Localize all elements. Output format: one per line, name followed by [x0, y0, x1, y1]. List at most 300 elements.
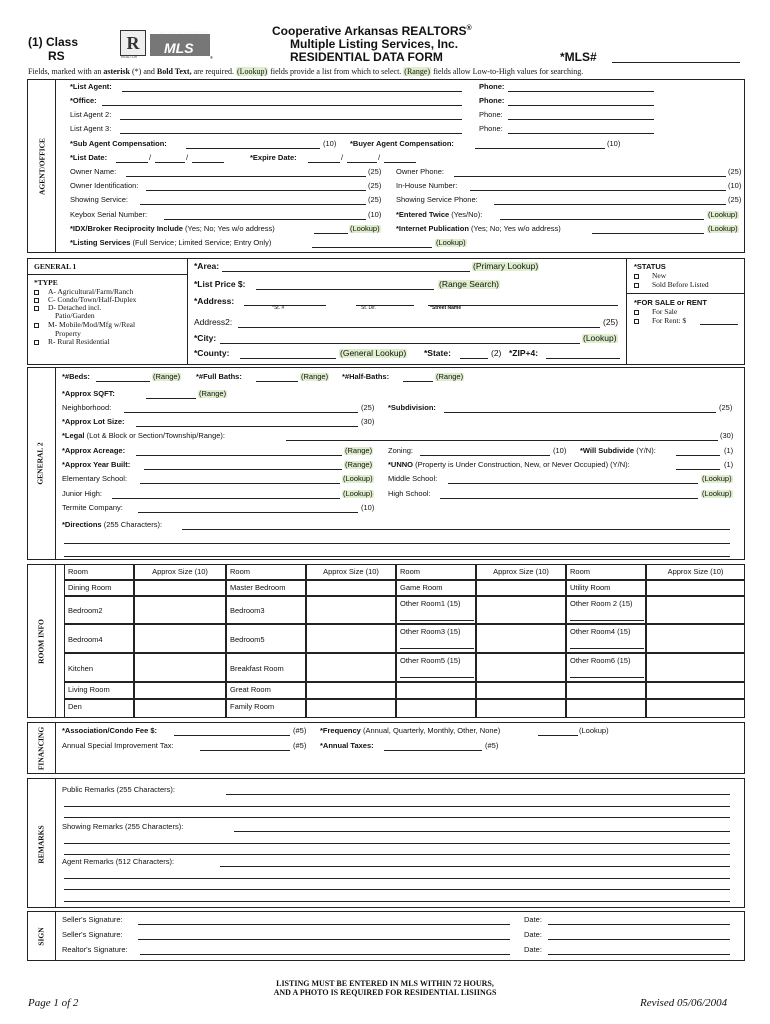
size-header-label: Approx Size (10): [493, 567, 549, 576]
list-agent-phone-field[interactable]: [508, 91, 654, 92]
for-sale-label: *FOR SALE or RENT: [634, 298, 707, 307]
room-header-label: Room: [570, 567, 591, 576]
size-header: [476, 564, 566, 580]
entered-twice-lookup: (Lookup): [708, 210, 738, 219]
special-tax-label: Annual Special Improvement Tax:: [62, 741, 174, 750]
unno-limit: (1): [724, 460, 734, 469]
for-rent-field[interactable]: [700, 324, 738, 325]
agent-remarks-field[interactable]: [220, 866, 730, 867]
list-price-range: (Range Search): [439, 279, 500, 289]
agent-office-label: AGENT/OFFICE: [37, 137, 47, 196]
address2-limit: (25): [603, 317, 619, 327]
room-size-field[interactable]: [134, 682, 226, 699]
directions-field[interactable]: [182, 529, 730, 530]
acreage-range: (Range): [345, 446, 373, 455]
room-size-field[interactable]: [646, 653, 745, 682]
internet-pub-label: *Internet Publication (Yes; No; Yes w/o address): [396, 224, 561, 233]
half-baths-field[interactable]: [403, 381, 433, 382]
subdivision-label: *Subdivision:: [388, 403, 436, 412]
zoning-limit: (10): [553, 446, 567, 455]
sqft-range: (Range): [199, 389, 227, 398]
list-date-month[interactable]: [116, 162, 148, 163]
agent-remarks-line[interactable]: [64, 889, 730, 890]
showing-phone-field[interactable]: [494, 204, 726, 205]
room-name: [396, 624, 476, 653]
acreage-field[interactable]: [136, 455, 342, 456]
expire-date-year[interactable]: [384, 162, 416, 163]
entered-twice-label: *Entered Twice (Yes/No):: [396, 210, 483, 219]
room-name-label: Kitchen: [68, 663, 94, 673]
legal-field[interactable]: [286, 440, 718, 441]
room-empty-cell: [566, 699, 646, 718]
other-room-name-field[interactable]: [400, 677, 474, 678]
expire-date-month[interactable]: [308, 162, 340, 163]
org-name: Cooperative Arkansas REALTORS®: [272, 24, 472, 38]
showing-phone-limit: (25): [728, 195, 742, 204]
type-option[interactable]: C- Condo/Town/Half-Duplex: [34, 296, 136, 304]
owner-phone-field[interactable]: [454, 176, 726, 177]
logo-small-text: REALTOR: [121, 55, 138, 59]
seller-signature-field[interactable]: [138, 924, 510, 925]
sqft-label: *Approx SQFT:: [62, 389, 115, 398]
list-agent-field[interactable]: [122, 91, 462, 92]
public-remarks-line[interactable]: [64, 817, 730, 818]
list-agent3-label: List Agent 3:: [70, 124, 112, 133]
logo-tiny-text: MULTIPLE LISTING SERVICE: [160, 31, 208, 35]
junior-lookup: (Lookup): [343, 489, 373, 498]
room-size-field[interactable]: [306, 653, 396, 682]
sub-comp-label: *Sub Agent Compensation:: [70, 139, 167, 148]
realtor-r-logo-icon: R: [120, 30, 146, 56]
special-tax-limit: (#5): [293, 741, 307, 750]
keybox-limit: (10): [368, 210, 382, 219]
seller-date-label: Date:: [524, 915, 542, 924]
internet-pub-field[interactable]: [592, 233, 704, 234]
high-lookup: (Lookup): [702, 489, 732, 498]
list-agent2-phone-label: Phone:: [479, 110, 503, 119]
buyer-comp-field[interactable]: [475, 148, 605, 149]
room-size-field[interactable]: [476, 580, 566, 596]
room-name: [396, 653, 476, 682]
showing-remarks-line[interactable]: [64, 854, 730, 855]
half-baths-label: *#Half-Baths:: [342, 372, 390, 381]
internet-pub-lookup: (Lookup): [708, 224, 738, 233]
owner-phone-label: Owner Phone:: [396, 167, 444, 176]
street-number-field[interactable]: [244, 305, 326, 306]
beds-label: *#Beds:: [62, 372, 90, 381]
room-empty-cell: [396, 699, 476, 718]
full-baths-field[interactable]: [256, 381, 298, 382]
mls-logo: [120, 30, 214, 62]
keybox-field[interactable]: [164, 219, 366, 220]
showing-service-label: Showing Service:: [70, 195, 128, 204]
room-size-field[interactable]: [134, 580, 226, 596]
room-name-label: Family Room: [230, 702, 275, 711]
office-field[interactable]: [102, 105, 462, 106]
year-built-field[interactable]: [144, 469, 342, 470]
size-header: [306, 564, 396, 580]
annual-taxes-limit: (#5): [485, 741, 499, 750]
realtor-date-label: Date:: [524, 945, 542, 954]
room-size-field[interactable]: [476, 596, 566, 624]
seller2-date-field[interactable]: [548, 939, 730, 940]
type-option-cont: Property: [55, 329, 81, 338]
for-rent-option[interactable]: For Rent: $: [634, 317, 686, 325]
sqft-field[interactable]: [146, 398, 196, 399]
room-size-field[interactable]: [134, 624, 226, 653]
list-agent2-field[interactable]: [120, 119, 462, 120]
listing-services-field[interactable]: [312, 247, 432, 248]
room-header-label: Room: [68, 567, 89, 576]
office-phone-label: Phone:: [479, 96, 505, 105]
agent-remarks-line[interactable]: [64, 878, 730, 879]
seller2-signature-field[interactable]: [138, 939, 510, 940]
office-label: *Office:: [70, 96, 97, 105]
owner-name-limit: (25): [368, 167, 382, 176]
list-agent3-phone-field[interactable]: [508, 133, 654, 134]
state-label: *State:: [424, 348, 451, 358]
other-room-name-field[interactable]: [570, 677, 644, 678]
subdivision-field[interactable]: [444, 412, 716, 413]
financing-label: FINANCING: [36, 726, 46, 771]
special-tax-field[interactable]: [200, 750, 290, 751]
showing-remarks-line[interactable]: [64, 843, 730, 844]
room-name: [226, 580, 306, 596]
room-size-field[interactable]: [646, 580, 745, 596]
room-empty-cell: [566, 682, 646, 699]
neighborhood-limit: (25): [361, 403, 375, 412]
assoc-fee-label: *Association/Condo Fee $:: [62, 726, 158, 735]
org-sub1: Multiple Listing Services, Inc.: [290, 37, 459, 51]
will-subdivide-field[interactable]: [676, 455, 720, 456]
room-name-label: Other Room 2 (15): [570, 599, 633, 608]
room-name-label: Master Bedroom: [230, 583, 286, 592]
year-built-label: *Approx Year Built:: [62, 460, 131, 469]
type-option[interactable]: R- Rural Residential: [34, 338, 110, 346]
room-size-field[interactable]: [306, 682, 396, 699]
county-lookup: (General Lookup): [340, 348, 407, 358]
type-option[interactable]: M- Mobile/Mod/Mfg w/Real: [34, 321, 135, 329]
acreage-label: *Approx Acreage:: [62, 446, 126, 455]
room-header: [566, 564, 646, 580]
address2-field[interactable]: [238, 327, 600, 328]
sub-comp-field[interactable]: [186, 148, 320, 149]
size-header-label: Approx Size (10): [667, 567, 724, 576]
room-name-label: Other Room3 (15): [400, 627, 461, 636]
class-label: (1) Class: [28, 35, 79, 49]
elementary-lookup: (Lookup): [343, 474, 373, 483]
realtor-date-field[interactable]: [548, 954, 730, 955]
unno-label: *UNNO (Property is Under Construction, New, or Never Occupied) (Y/N):: [388, 460, 630, 469]
owner-id-field[interactable]: [146, 190, 366, 191]
room-name: [64, 580, 134, 596]
status-option-sold[interactable]: Sold Before Listed: [634, 281, 709, 289]
room-name: [64, 653, 134, 682]
room-name-label: Living Room: [68, 685, 110, 694]
full-baths-label: *#Full Baths:: [196, 372, 242, 381]
checkbox-icon: [634, 310, 639, 315]
type-option[interactable]: D- Detached incl.: [34, 304, 101, 312]
city-label: *City:: [194, 333, 217, 343]
neighborhood-field[interactable]: [124, 412, 358, 413]
room-name-label: Other Room1 (15): [400, 599, 461, 608]
room-name: [566, 580, 646, 596]
lot-size-label: *Approx Lot Size:: [62, 417, 125, 426]
type-option[interactable]: A- Agricultural/Farm/Ranch: [34, 288, 133, 296]
form-title: RESIDENTIAL DATA FORM: [290, 50, 443, 64]
size-header-label: Approx Size (10): [323, 567, 379, 576]
room-name: [64, 682, 134, 699]
state-field[interactable]: [460, 358, 488, 359]
room-name-label: Bedroom3: [230, 606, 265, 615]
showing-remarks-label: Showing Remarks (255 Characters):: [62, 822, 184, 831]
zoning-label: Zoning:: [388, 446, 414, 455]
room-empty-cell: [476, 682, 566, 699]
room-name-label: Other Room5 (15): [400, 656, 461, 665]
public-remarks-field[interactable]: [226, 794, 730, 795]
high-field[interactable]: [440, 498, 698, 499]
list-date-label: *List Date:: [70, 153, 108, 162]
room-name-label: Bedroom5: [230, 634, 265, 644]
county-label: *County:: [194, 348, 230, 358]
entered-twice-field[interactable]: [500, 219, 704, 220]
list-date-year[interactable]: [192, 162, 224, 163]
room-name: [226, 682, 306, 699]
state-limit: (2): [491, 348, 502, 358]
other-room-name-field[interactable]: [570, 620, 644, 621]
mls-logo-text: MLS: [164, 40, 194, 56]
room-size-field[interactable]: [306, 699, 396, 718]
seller2-signature-label: Seller's Signature:: [62, 930, 123, 939]
list-date-day[interactable]: [155, 162, 185, 163]
size-header-label: Approx Size (10): [152, 567, 208, 576]
full-baths-range: (Range): [301, 372, 329, 381]
showing-service-limit: (25): [368, 195, 382, 204]
type-label: *TYPE: [34, 278, 58, 287]
other-room-name-field[interactable]: [400, 620, 474, 621]
assoc-fee-limit: (#5): [293, 726, 307, 735]
list-price-label: *List Price $:: [194, 279, 246, 289]
high-label: High School:: [388, 489, 431, 498]
directions-line[interactable]: [64, 543, 730, 544]
room-name: [396, 596, 476, 624]
termite-limit: (10): [361, 503, 375, 512]
middle-lookup: (Lookup): [702, 474, 732, 483]
general2-section: [27, 367, 745, 560]
agent-remarks-line[interactable]: [64, 901, 730, 902]
list-agent2-label: List Agent 2:: [70, 110, 112, 119]
room-name: [566, 624, 646, 653]
annual-taxes-label: *Annual Taxes:: [320, 741, 374, 750]
area-label: *Area:: [194, 261, 220, 271]
class-value: RS: [48, 49, 65, 63]
room-header: [64, 564, 134, 580]
room-empty-cell: [646, 699, 745, 718]
footer-notice-line1: LISTING MUST BE ENTERED IN MLS WITHIN 72 HOURS,: [276, 979, 494, 988]
sign-label: SIGN: [36, 927, 46, 946]
owner-name-label: Owner Name:: [70, 167, 117, 176]
checkbox-icon: [34, 290, 39, 295]
room-size-field[interactable]: [134, 596, 226, 624]
expire-date-label: *Expire Date:: [250, 153, 297, 162]
address2-label: Address2:: [194, 317, 233, 327]
unno-field[interactable]: [676, 469, 720, 470]
logo-reg-mark: ®: [210, 55, 213, 60]
for-sale-option[interactable]: For Sale: [634, 308, 677, 316]
room-header: [226, 564, 306, 580]
list-price-field[interactable]: [256, 289, 434, 290]
neighborhood-label: Neighborhood:: [62, 403, 112, 412]
seller-signature-label: Seller's Signature:: [62, 915, 123, 924]
checkbox-icon: [34, 340, 39, 345]
keybox-label: Keybox Serial Number:: [70, 210, 148, 219]
expire-date-day[interactable]: [347, 162, 377, 163]
elementary-field[interactable]: [140, 483, 340, 484]
realtor-signature-label: Realtor's Signature:: [62, 945, 128, 954]
general2-label: GENERAL 2: [35, 442, 45, 485]
showing-remarks-field[interactable]: [234, 831, 730, 832]
annual-taxes-field[interactable]: [384, 750, 482, 751]
lot-size-limit: (30): [361, 417, 375, 426]
checkbox-icon: [34, 298, 39, 303]
status-option-new[interactable]: New: [634, 272, 666, 280]
seller-date-field[interactable]: [548, 924, 730, 925]
office-phone-field[interactable]: [508, 105, 654, 106]
idx-lookup: (Lookup): [350, 224, 380, 233]
room-name-label: Den: [68, 702, 82, 711]
termite-label: Termite Company:: [62, 503, 123, 512]
room-size-field[interactable]: [646, 596, 745, 624]
list-agent-phone-label: Phone:: [479, 82, 505, 91]
room-size-field[interactable]: [476, 653, 566, 682]
will-subdivide-limit: (1): [724, 446, 734, 455]
room-name: [64, 596, 134, 624]
directions-label: *Directions (255 Characters):: [62, 520, 163, 529]
mls-number-label: *MLS#: [560, 50, 597, 64]
mls-number-field[interactable]: [612, 62, 740, 63]
room-size-field[interactable]: [476, 624, 566, 653]
realtor-signature-field[interactable]: [140, 954, 510, 955]
room-name-label: Other Room6 (15): [570, 656, 631, 665]
other-room-name-field[interactable]: [400, 648, 474, 649]
buyer-comp-limit: (10): [607, 139, 621, 148]
owner-name-field[interactable]: [126, 176, 366, 177]
beds-range: (Range): [153, 372, 181, 381]
owner-phone-limit: (25): [728, 167, 742, 176]
lot-size-field[interactable]: [136, 426, 358, 427]
list-agent2-phone-field[interactable]: [508, 119, 654, 120]
room-header-label: Room: [230, 567, 251, 576]
checkbox-icon: [634, 274, 639, 279]
size-header: [134, 564, 226, 580]
middle-field[interactable]: [448, 483, 698, 484]
showing-service-field[interactable]: [140, 204, 366, 205]
room-size-field[interactable]: [134, 699, 226, 718]
room-name: [226, 596, 306, 624]
frequency-label: *Frequency (Annual, Quarterly, Monthly, Other, None): [320, 726, 501, 735]
will-subdivide-label: *Will Subdivide (Y/N):: [580, 446, 656, 455]
room-size-field[interactable]: [134, 653, 226, 682]
showing-phone-label: Showing Service Phone:: [396, 195, 478, 204]
room-name-label: Game Room: [400, 583, 443, 592]
general1-title: GENERAL 1: [34, 262, 77, 271]
checkbox-icon: [634, 283, 639, 288]
room-empty-cell: [646, 682, 745, 699]
revision-date: Revised 05/06/2004: [640, 997, 728, 1009]
room-empty-cell: [476, 699, 566, 718]
listing-services-label: *Listing Services (Full Service; Limited Service; Entry Only): [70, 238, 272, 247]
public-remarks-line[interactable]: [64, 806, 730, 807]
room-name: [566, 596, 646, 624]
room-empty-cell: [396, 682, 476, 699]
termite-field[interactable]: [138, 512, 358, 513]
directions-line[interactable]: [64, 556, 730, 557]
inhouse-field[interactable]: [470, 190, 726, 191]
idx-field[interactable]: [314, 233, 348, 234]
assoc-fee-field[interactable]: [174, 735, 290, 736]
room-name-label: Bedroom4: [68, 634, 103, 644]
beds-field[interactable]: [96, 381, 150, 382]
city-lookup: (Lookup): [583, 333, 617, 343]
room-size-field[interactable]: [306, 580, 396, 596]
room-name: [226, 653, 306, 682]
list-agent3-phone-label: Phone:: [479, 124, 503, 133]
junior-field[interactable]: [112, 498, 340, 499]
city-field[interactable]: [220, 343, 580, 344]
inhouse-label: In-House Number:: [396, 181, 458, 190]
list-agent-label: *List Agent:: [70, 82, 112, 91]
elementary-label: Elementary School:: [62, 474, 128, 483]
middle-label: Middle School:: [388, 474, 438, 483]
list-agent3-field[interactable]: [120, 133, 462, 134]
room-name: [64, 624, 134, 653]
room-size-field[interactable]: [646, 624, 745, 653]
owner-id-limit: (25): [368, 181, 382, 190]
zip-label: *ZIP+4:: [509, 348, 539, 358]
idx-label: *IDX/Broker Reciprocity Include (Yes; No; Yes w/o address): [70, 224, 275, 233]
buyer-comp-label: *Buyer Agent Compensation:: [350, 139, 454, 148]
zoning-field[interactable]: [420, 455, 550, 456]
remarks-label: REMARKS: [36, 825, 46, 864]
room-header: [396, 564, 476, 580]
street-name-caption: *Street Name: [430, 305, 462, 311]
checkbox-icon: [34, 306, 39, 311]
agent-remarks-label: Agent Remarks (512 Characters):: [62, 857, 175, 866]
listing-services-lookup: (Lookup): [436, 238, 466, 247]
junior-label: Junior High:: [62, 489, 103, 498]
footer-notice-line2: AND A PHOTO IS REQUIRED FOR RESIDENTIAL LISIINGS: [273, 988, 497, 997]
room-name: [226, 699, 306, 718]
subdivision-limit: (25): [719, 403, 733, 412]
room-size-field[interactable]: [306, 624, 396, 653]
frequency-lookup: (Lookup): [579, 726, 609, 735]
legal-label: *Legal (Lot & Block or Section/Township/Range):: [62, 431, 226, 440]
frequency-field[interactable]: [538, 735, 578, 736]
area-field[interactable]: [222, 271, 470, 272]
inhouse-limit: (10): [728, 181, 742, 190]
status-label: *STATUS: [634, 262, 666, 271]
room-name-label: Bedroom2: [68, 606, 103, 615]
other-room-name-field[interactable]: [570, 648, 644, 649]
instructions-note: Fields, marked with an asterisk (*) and Bold Text, are required. (Lookup) fields provide a list from which to select. (Range) fields allow Low-to-High values for searching.: [28, 67, 584, 76]
zip-field[interactable]: [546, 358, 620, 359]
county-field[interactable]: [240, 358, 336, 359]
half-baths-range: (Range): [436, 372, 464, 381]
street-number-caption: *St. #: [272, 305, 285, 311]
checkbox-icon: [34, 323, 39, 328]
room-size-field[interactable]: [306, 596, 396, 624]
checkbox-icon: [634, 319, 639, 324]
